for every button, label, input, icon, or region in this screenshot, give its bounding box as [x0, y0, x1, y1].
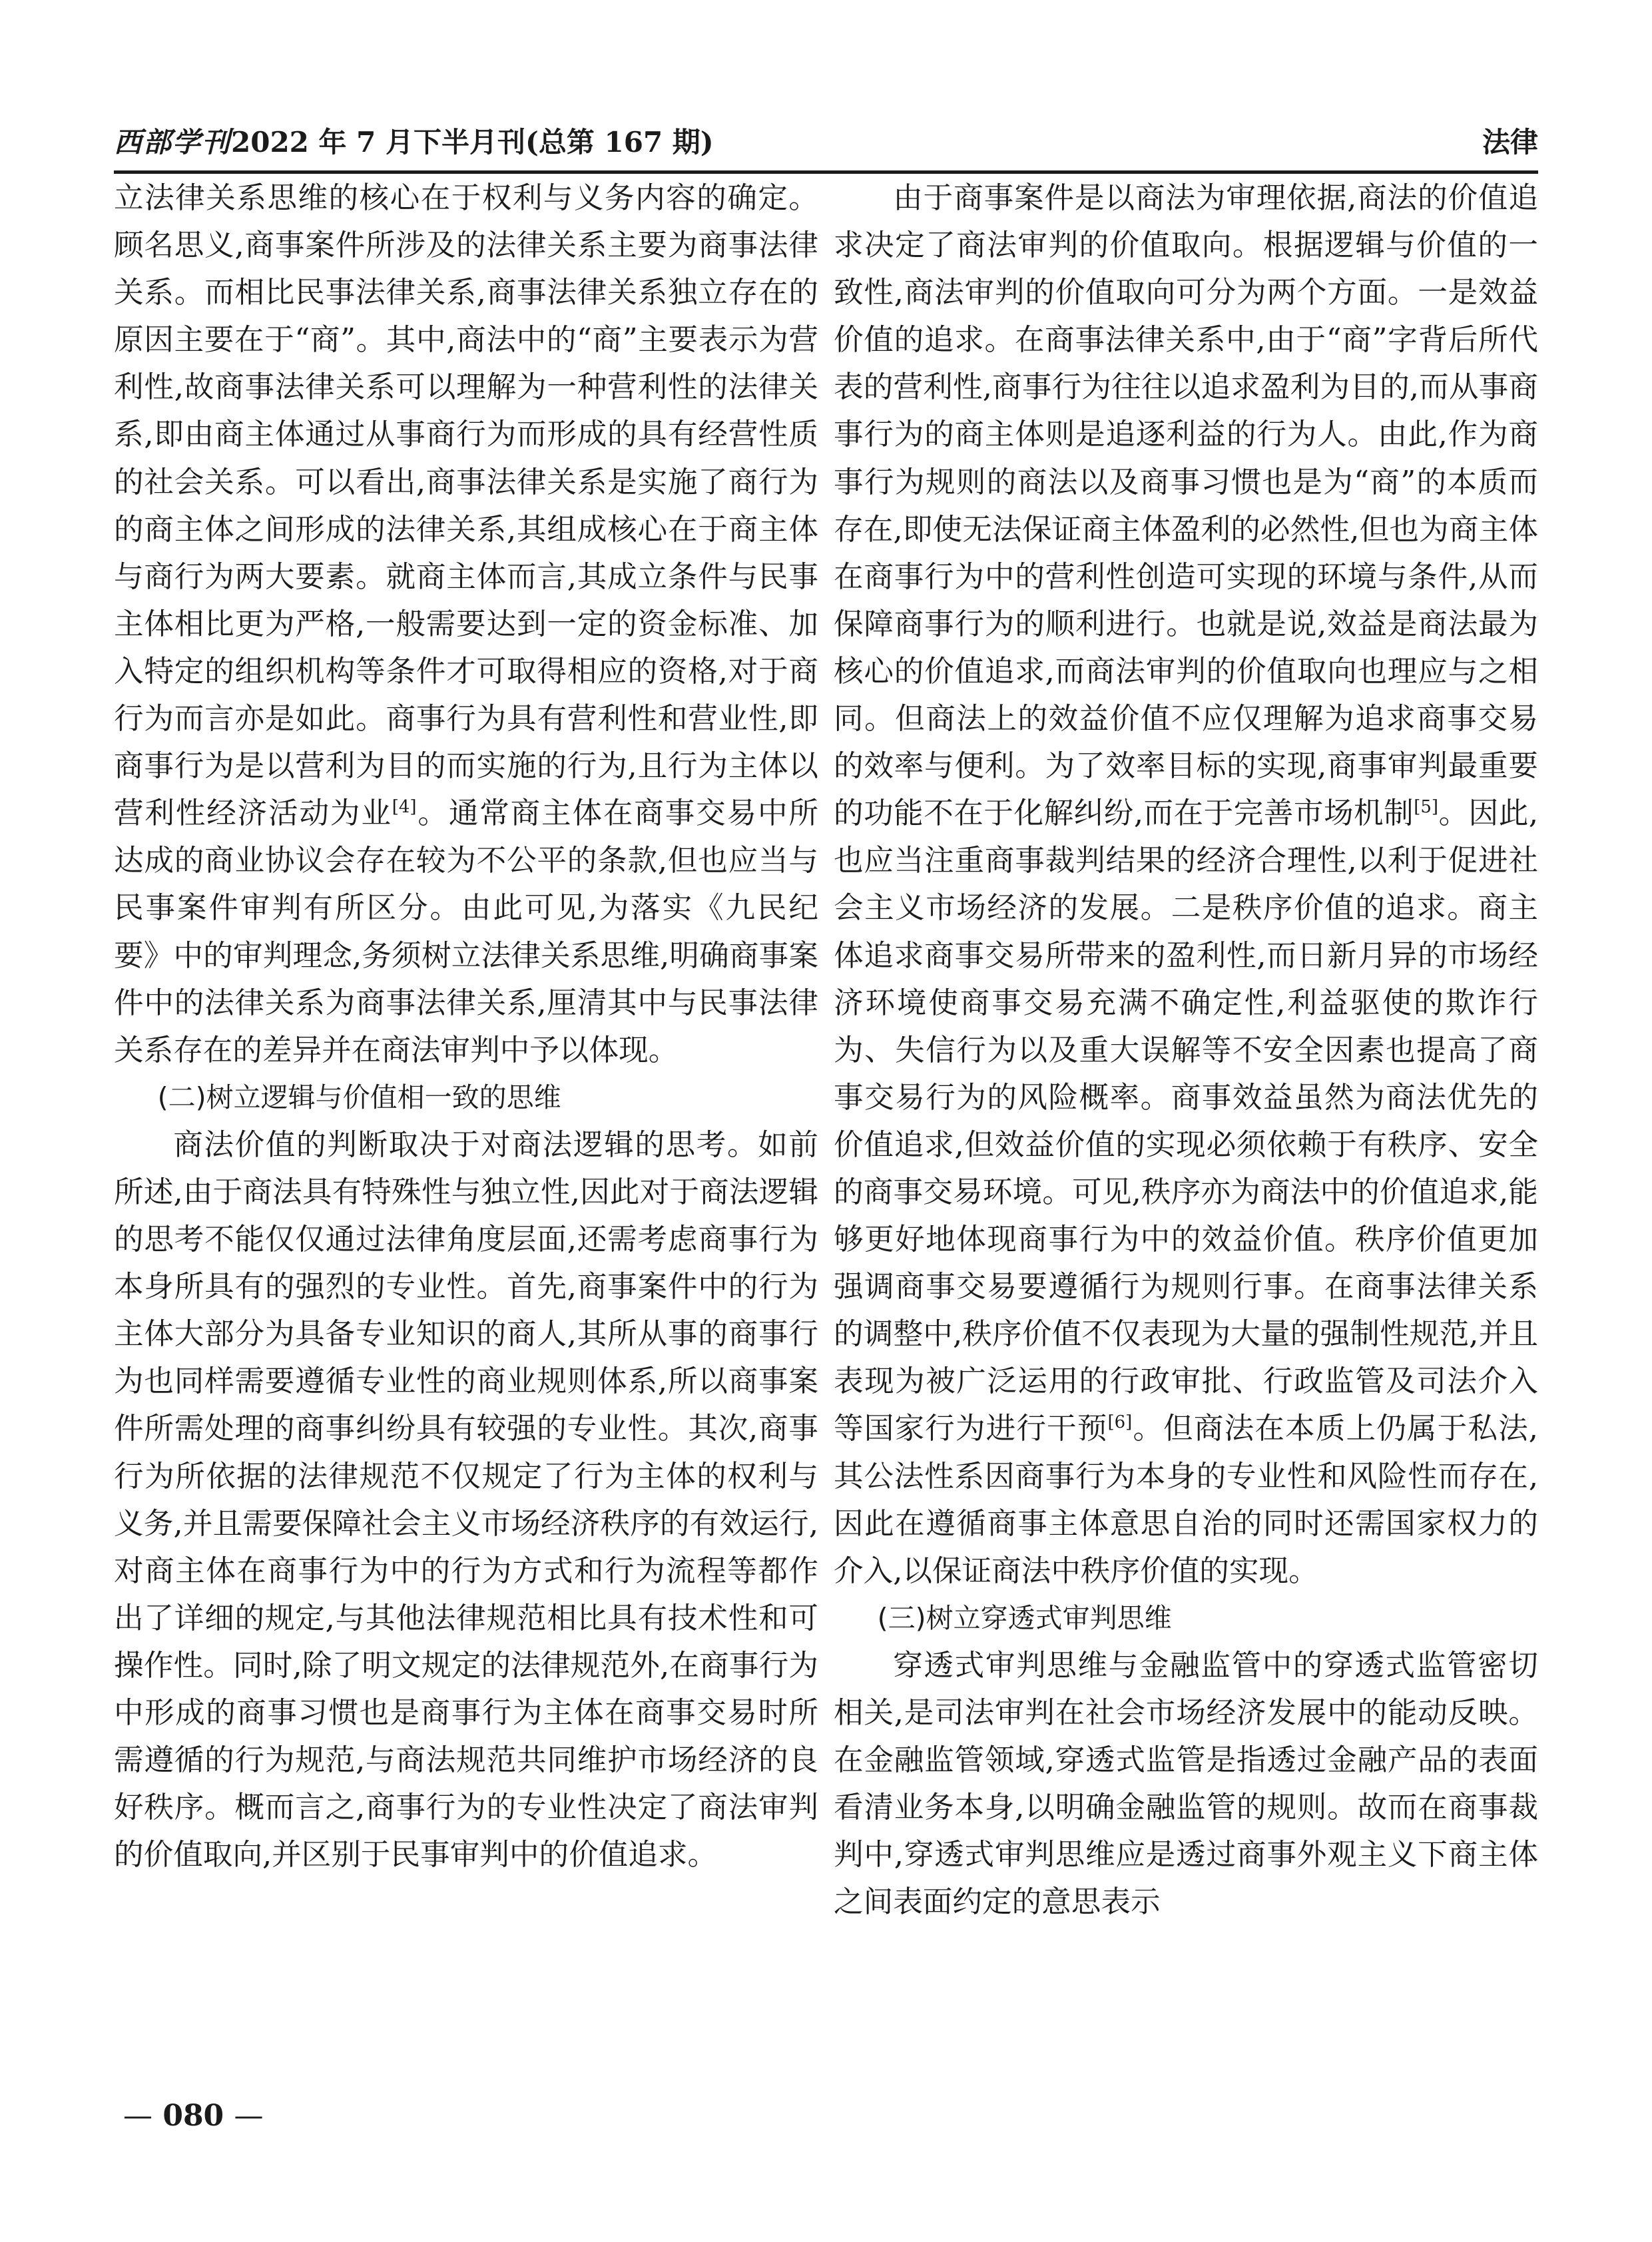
section-label: 法律 [1482, 126, 1538, 158]
subheading-penetrating-trial: (三)树立穿透式审判思维 [877, 1601, 1172, 1634]
paragraph-value-orientation: 由于商事案件是以商法为审理依据,商法的价值追求决定了商法审判的价值取向。根据逻辑与价值的一致性,商法审判的价值取向可分为两个方面。一是效益价值的追求。在商事法律关系中,由于“商”字背后所代表的营利性,商事行为往往以追求盈利为目的,而从事商事行为的商主体则是追逐利益的行为人。由此,作为商事行为规则的商法以及商事习惯也是为“商”的本质而存在,即使无法保证商主体盈利的必然性,但也为商主体在商事行为中的营利性创造可实现的环境与条件,从而保障商事行为的顺利进行。也就是说,效益是商法最为核心的价值追求,而商法审判的价值取向也理应与之相同。但商法上的效益价值不应仅理解为追求商事交易的效率与便利。为了效率目标的实现,商事审判最重要的功能不在于化解纠纷,而在于完善市场机制[5]。因此,也应当注重商事裁判结果的经济合理性,以利于促进社会主义市场经济的发展。二是秩序价值的追求。商主体追求商事交易所带来的盈利性,而日新月异的市场经济环境使商事交易充满不确定性,利益驱使的欺诈行为、失信行为以及重大误解等不安全因素也提高了商事交易行为的风险概率。商事效益虽然为商法优先的价值追求,但效益价值的实现必须依赖于有秩序、安全的商事交易环境。可见,秩序亦为商法中的价值追求,能够更好地体现商事行为中的效益价值。秩序价值更加强调商事交易要遵循行为规则行事。在商事法律关系的调整中,秩序价值不仅表现为大量的强制性规范,并且表现为被广泛运用的行政审批、行政监管及司法介入等国家行为进行干预[6]。但商法在本质上仍属于私法,其公法性系因商事行为本身的专业性和风险性而存在,因此在遵循商事主体意思自治的同时还需国家权力的介入,以保证商法中秩序价值的实现。 [834, 180, 1538, 1588]
citation-4: [4] [392, 797, 417, 818]
page-number [123, 2096, 264, 2136]
paragraph-relation-thinking: 立法律关系思维的核心在于权利与义务内容的确定。顾名思义,商事案件所涉及的法律关系主要为商事法律关系。而相比民事法律关系,商事法律关系独立存在的原因主要在于“商”。其中,商法中的“商”主要表示为营利性,故商事法律关系可以理解为一种营利性的法律关系,即由商主体通过从事商行为而形成的具有经营性质的社会关系。可以看出,商事法律关系是实施了商行为的商主体之间形成的法律关系,其组成核心在于商主体与商行为两大要素。就商主体而言,其成立条件与民事主体相比更为严格,一般需要达到一定的资金标准、加入特定的组织机构等条件才可取得相应的资格,对于商行为而言亦是如此。商事行为具有营利性和营业性,即商事行为是以营利为目的而实施的行为,且行为主体以营利性经济活动为业[4]。通常商主体在商事交易中所达成的商业协议会存在较为不公平的条款,但也应当与民事案件审判有所区分。由此可见,为落实《九民纪要》中的审判理念,务须树立法律关系思维,明确商事案件中的法律关系为商事法律关系,厘清其中与民事法律关系存在的差异并在商法审判中予以体现。 [114, 180, 818, 1067]
left-column [114, 174, 818, 1878]
page-number-value: 080 [162, 2099, 224, 2133]
paragraph-penetrating-trial: 穿透式审判思维与金融监管中的穿透式监管密切相关,是司法审判在社会市场经济发展中的能动反映。在金融监管领域,穿透式监管是指透过金融产品的表面看清业务本身,以明确金融监管的规则。故而在商事裁判中,穿透式审判思维应是透过商事外观主义下商主体之间表面约定的意思表示 [834, 1647, 1538, 1920]
folio-dash-right: — [234, 2099, 264, 2133]
journal-logo: 西部学刊 [114, 126, 232, 158]
paragraph-logic-value: 商法价值的判断取决于对商法逻辑的思考。如前所述,由于商法具有特殊性与独立性,因此对于商法逻辑的思考不能仅仅通过法律角度层面,还需考虑商事行为本身所具有的强烈的专业性。首先,商事案件中的行为主体大部分为具备专业知识的商人,其所从事的商事行为也同样需要遵循专业性的商业规则体系,所以商事案件所需处理的商事纠纷具有较强的专业性。其次,商事行为所依据的法律规范不仅规定了行为主体的权利与义务,并且需要保障社会主义市场经济秩序的有效运行,对商主体在商事行为中的行为方式和行为流程等都作出了详细的规定,与其他法律规范相比具有技术性和可操作性。同时,除了明文规定的法律规范外,在商事行为中形成的商事习惯也是商事行为主体在商事交易时所需遵循的行为规范,与商法规范共同维护市场经济的良好秩序。概而言之,商事行为的专业性决定了商法审判的价值取向,并区别于民事审判中的价值追求。 [114, 1127, 818, 1872]
journal-masthead [114, 119, 714, 166]
citation-5: [5] [1414, 797, 1439, 818]
folio-dash-left: — [123, 2099, 152, 2133]
header-rule [114, 170, 1538, 174]
subheading-logic-value: (二)树立逻辑与价值相一致的思维 [157, 1081, 561, 1113]
running-header [114, 119, 1538, 166]
right-column [834, 174, 1538, 1926]
issue-info: 2022 年 7 月下半月刊(总第 167 期) [231, 126, 714, 158]
citation-6: [6] [1107, 1412, 1133, 1433]
